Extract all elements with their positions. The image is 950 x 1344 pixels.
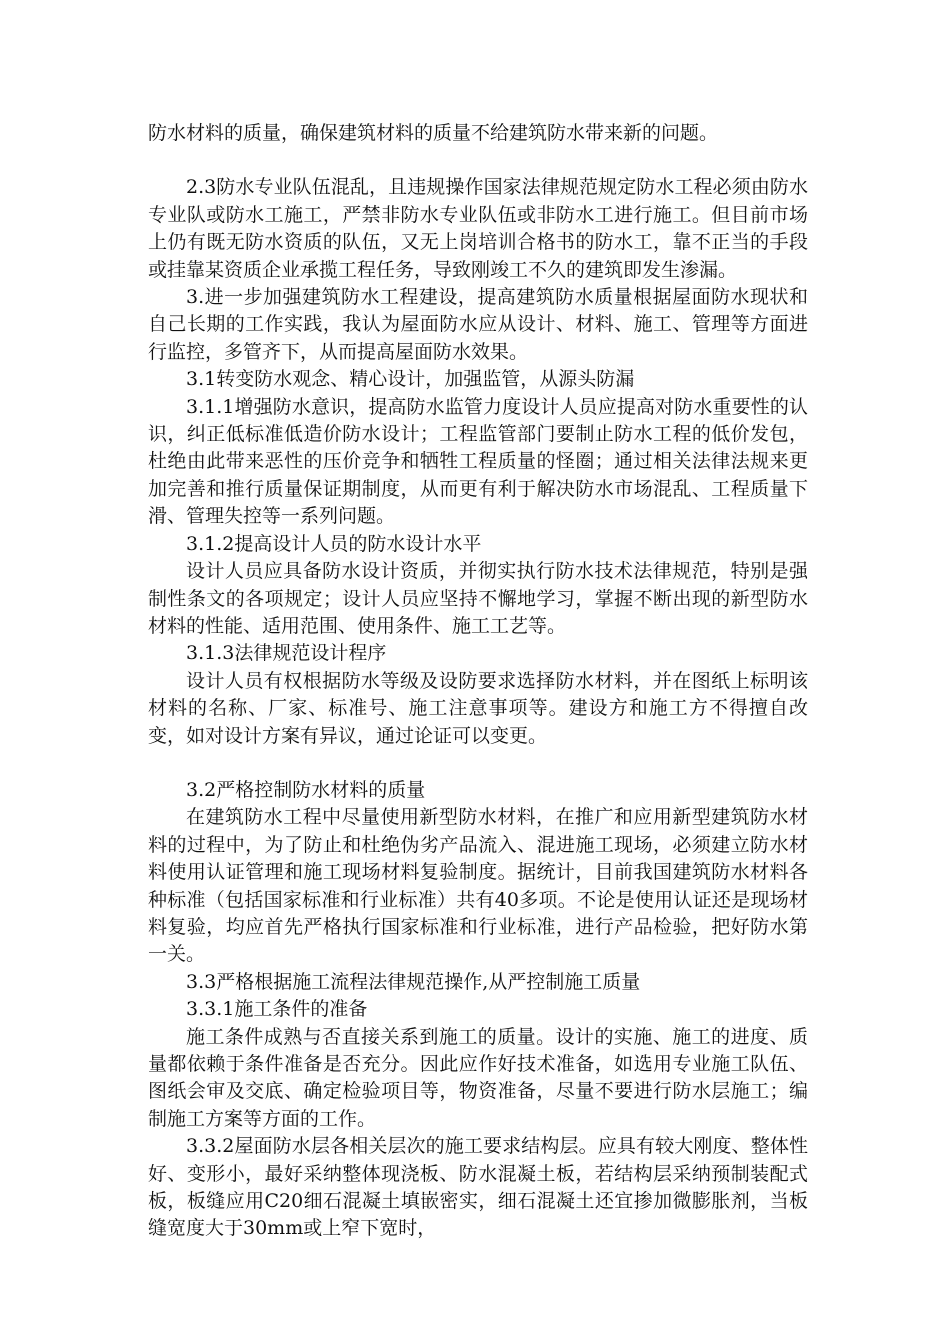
section-heading: 3.3.1施工条件的准备 xyxy=(186,998,368,1021)
paragraph: 3.进一步加强建筑防水工程建设，提高建筑防水质量根据屋面防水现状和自己长期的工作实践，我认为屋面防水应从设计、材料、施工、管理等方面进行监控，多管齐下，从而提高屋面防水效果。 xyxy=(148,286,808,363)
document-body xyxy=(148,120,808,1243)
section-heading: 3.3严格根据施工流程法律规范操作,从严控制施工质量 xyxy=(186,970,641,993)
section-heading: 3.2严格控制防水材料的质量 xyxy=(186,778,426,801)
paragraph: 3.3.2屋面防水层各相关层次的施工要求结构层。应具有较大刚度、整体性好、变形小，最好采纳整体现浇板、防水混凝土板，若结构层采纳预制装配式板，板缝应用C20细石混凝土填嵌密实，细石混凝土还宜掺加微膨胀剂，当板缝宽度大于30mm或上窄下宽时， xyxy=(148,1135,808,1240)
paragraph: 3.1.1增强防水意识，提高防水监管力度设计人员应提高对防水重要性的认识，纠正低标准低造价防水设计；工程监管部门要制止防水工程的低价发包，杜绝由此带来恶性的压价竞争和牺牲工程质量的怪圈；通过相关法律法规来更加完善和推行质量保证期制度，从而更有利于解决防水市场混乱、工程质量下滑、管理失控等一系列问题。 xyxy=(148,395,808,528)
section-heading: 3.1.3法律规范设计程序 xyxy=(186,642,387,665)
paragraph: 设计人员应具备防水设计资质，并彻实执行防水技术法律规范，特别是强制性条文的各项规定；设计人员应坚持不懈地学习，掌握不断出现的新型防水材料的性能、适用范围、使用条件、施工工艺等。 xyxy=(148,560,808,637)
paragraph: 防水材料的质量，确保建筑材料的质量不给建筑防水带来新的问题。 xyxy=(148,122,719,144)
paragraph: 在建筑防水工程中尽量使用新型防水材料，在推广和应用新型建筑防水材料的过程中，为了防止和杜绝伪劣产品流入、混进施工现场，必须建立防水材料使用认证管理和施工现场材料复验制度。据统计，目前我国建筑防水材料各种标准（包括国家标准和行业标准）共有40多项。不论是使用认证还是现场材料复验，均应首先严格执行国家标准和行业标准，进行产品检验，把好防水第一关。 xyxy=(148,806,808,966)
section-heading: 3.1转变防水观念、精心设计，加强监管，从源头防漏 xyxy=(186,368,635,391)
paragraph: 施工条件成熟与否直接关系到施工的质量。设计的实施、施工的进度、质量都依赖于条件准备是否充分。因此应作好技术准备，如选用专业施工队伍、图纸会审及交底、确定检验项目等，物资准备，尽量不要进行防水层施工；编制施工方案等方面的工作。 xyxy=(148,1025,808,1130)
section-heading: 3.1.2提高设计人员的防水设计水平 xyxy=(186,532,482,555)
paragraph: 2.3防水专业队伍混乱，且违规操作国家法律规范规定防水工程必须由防水专业队或防水工施工，严禁非防水专业队伍或非防水工进行施工。但目前市场上仍有既无防水资质的队伍，又无上岗培训合格书的防水工，靠不正当的手段或挂靠某资质企业承揽工程任务，导致刚竣工不久的建筑即发生渗漏。 xyxy=(148,176,808,281)
paragraph: 设计人员有权根据防水等级及设防要求选择防水材料，并在图纸上标明该材料的名称、厂家、标准号、施工注意事项等。建设方和施工方不得擅自改变，如对设计方案有异议，通过论证可以变更。 xyxy=(148,669,808,747)
